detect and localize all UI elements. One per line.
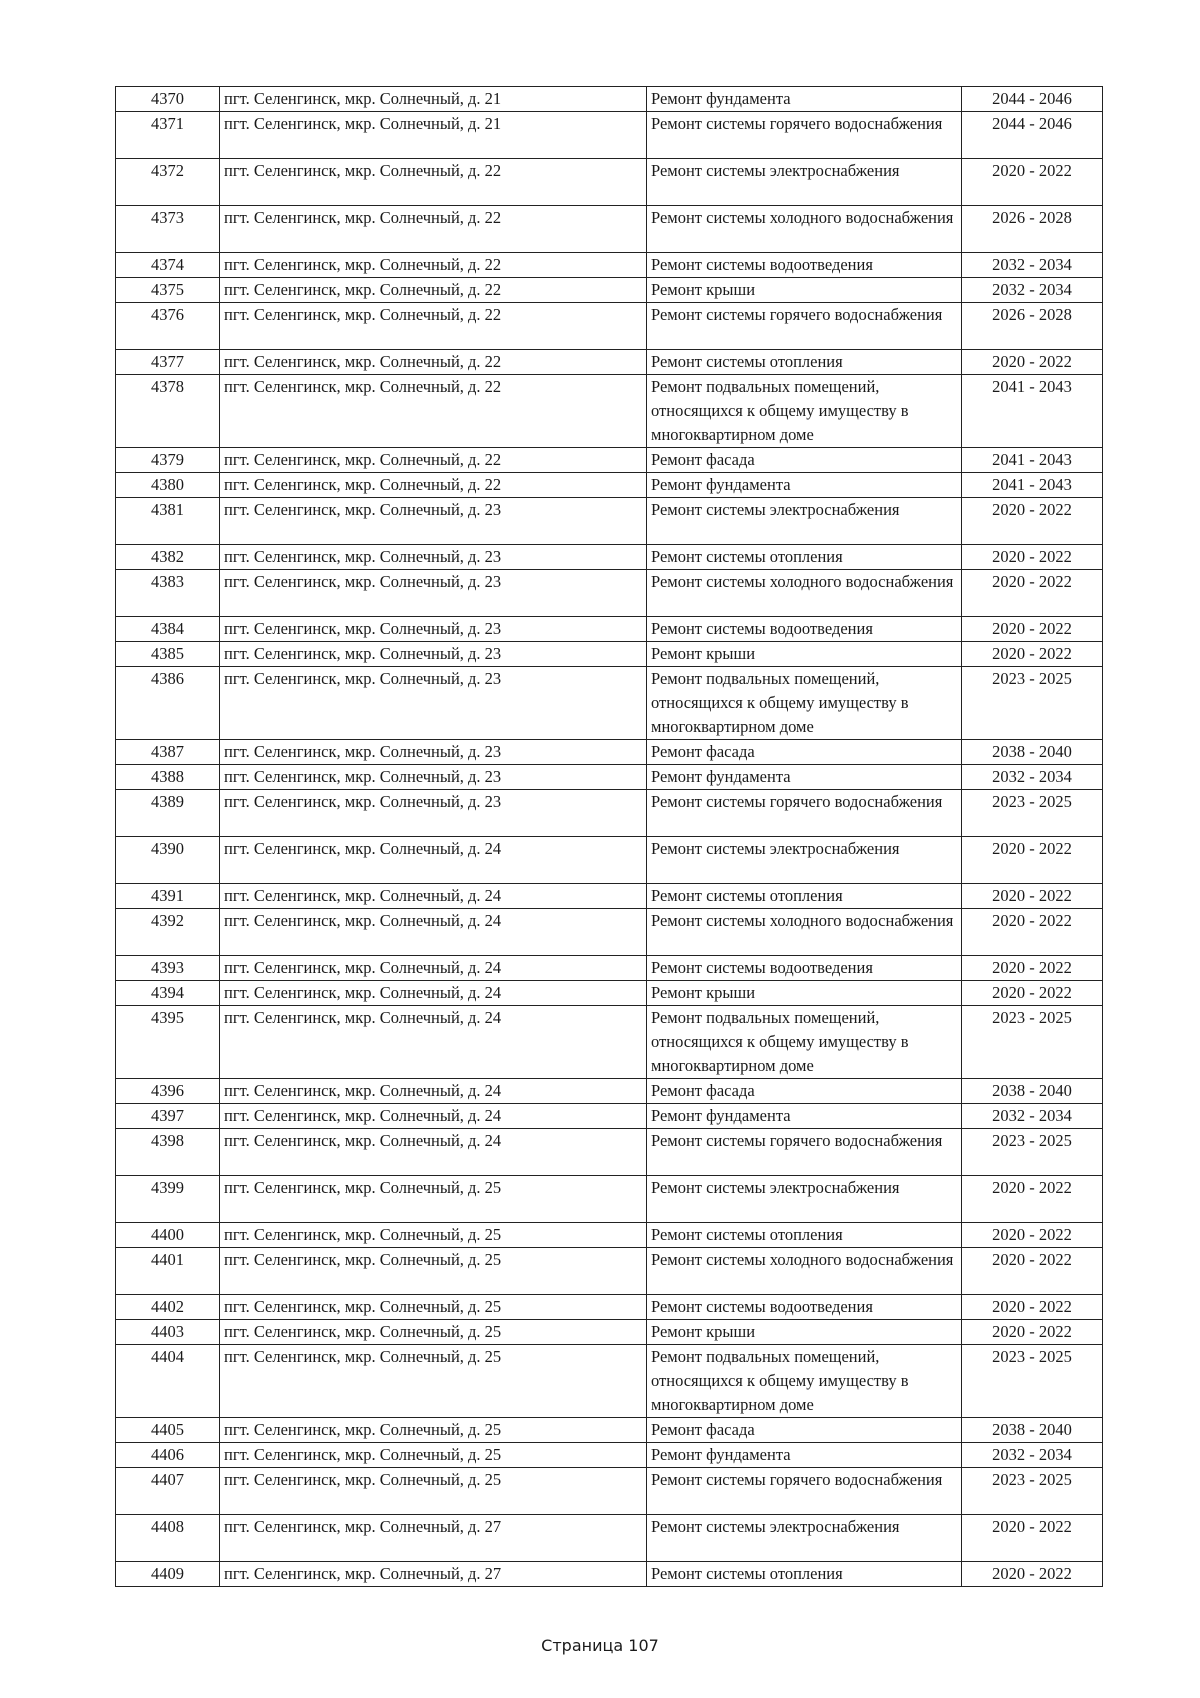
row-number-cell: 4395 bbox=[116, 1006, 220, 1079]
work-type-cell: Ремонт системы горячего водоснабжения bbox=[647, 790, 962, 837]
address-cell: пгт. Селенгинск, мкр. Солнечный, д. 23 bbox=[220, 570, 647, 617]
row-number-cell: 4397 bbox=[116, 1104, 220, 1129]
work-type-cell: Ремонт системы электроснабжения bbox=[647, 1515, 962, 1562]
period-cell: 2023 - 2025 bbox=[962, 667, 1103, 740]
address-cell: пгт. Селенгинск, мкр. Солнечный, д. 22 bbox=[220, 206, 647, 253]
period-cell: 2020 - 2022 bbox=[962, 1176, 1103, 1223]
row-number-cell: 4389 bbox=[116, 790, 220, 837]
period-cell: 2020 - 2022 bbox=[962, 159, 1103, 206]
table-row bbox=[116, 1345, 1103, 1418]
work-type-cell: Ремонт системы горячего водоснабжения bbox=[647, 303, 962, 350]
work-type-cell: Ремонт крыши bbox=[647, 981, 962, 1006]
period-cell: 2020 - 2022 bbox=[962, 1320, 1103, 1345]
row-number-cell: 4402 bbox=[116, 1295, 220, 1320]
table-row bbox=[116, 1248, 1103, 1295]
address-cell: пгт. Селенгинск, мкр. Солнечный, д. 24 bbox=[220, 981, 647, 1006]
work-type-cell: Ремонт системы отопления bbox=[647, 884, 962, 909]
table-row bbox=[116, 87, 1103, 112]
table-row bbox=[116, 253, 1103, 278]
table-row bbox=[116, 884, 1103, 909]
period-cell: 2020 - 2022 bbox=[962, 642, 1103, 667]
period-cell: 2020 - 2022 bbox=[962, 837, 1103, 884]
work-type-cell: Ремонт системы водоотведения bbox=[647, 956, 962, 981]
address-cell: пгт. Селенгинск, мкр. Солнечный, д. 24 bbox=[220, 909, 647, 956]
work-type-cell: Ремонт фасада bbox=[647, 448, 962, 473]
address-cell: пгт. Селенгинск, мкр. Солнечный, д. 25 bbox=[220, 1468, 647, 1515]
row-number-cell: 4383 bbox=[116, 570, 220, 617]
address-cell: пгт. Селенгинск, мкр. Солнечный, д. 23 bbox=[220, 790, 647, 837]
work-type-cell: Ремонт системы горячего водоснабжения bbox=[647, 1468, 962, 1515]
work-type-cell: Ремонт системы водоотведения bbox=[647, 253, 962, 278]
row-number-cell: 4405 bbox=[116, 1418, 220, 1443]
row-number-cell: 4403 bbox=[116, 1320, 220, 1345]
row-number-cell: 4371 bbox=[116, 112, 220, 159]
address-cell: пгт. Селенгинск, мкр. Солнечный, д. 25 bbox=[220, 1176, 647, 1223]
address-cell: пгт. Селенгинск, мкр. Солнечный, д. 23 bbox=[220, 545, 647, 570]
period-cell: 2020 - 2022 bbox=[962, 1248, 1103, 1295]
address-cell: пгт. Селенгинск, мкр. Солнечный, д. 22 bbox=[220, 159, 647, 206]
row-number-cell: 4374 bbox=[116, 253, 220, 278]
period-cell: 2044 - 2046 bbox=[962, 112, 1103, 159]
row-number-cell: 4399 bbox=[116, 1176, 220, 1223]
work-type-cell: Ремонт подвальных помещений, относящихся к общему имуществу в многоквартирном доме bbox=[647, 1006, 962, 1079]
work-type-cell: Ремонт крыши bbox=[647, 278, 962, 303]
table-row bbox=[116, 740, 1103, 765]
table-row bbox=[116, 1176, 1103, 1223]
row-number-cell: 4381 bbox=[116, 498, 220, 545]
work-type-cell: Ремонт фундамента bbox=[647, 765, 962, 790]
address-cell: пгт. Селенгинск, мкр. Солнечный, д. 22 bbox=[220, 375, 647, 448]
row-number-cell: 4380 bbox=[116, 473, 220, 498]
period-cell: 2026 - 2028 bbox=[962, 303, 1103, 350]
table-row bbox=[116, 1079, 1103, 1104]
table-row bbox=[116, 350, 1103, 375]
table-row bbox=[116, 1006, 1103, 1079]
period-cell: 2020 - 2022 bbox=[962, 981, 1103, 1006]
address-cell: пгт. Селенгинск, мкр. Солнечный, д. 24 bbox=[220, 1129, 647, 1176]
address-cell: пгт. Селенгинск, мкр. Солнечный, д. 22 bbox=[220, 253, 647, 278]
period-cell: 2041 - 2043 bbox=[962, 473, 1103, 498]
work-type-cell: Ремонт системы холодного водоснабжения bbox=[647, 570, 962, 617]
period-cell: 2032 - 2034 bbox=[962, 1104, 1103, 1129]
table-row bbox=[116, 765, 1103, 790]
work-type-cell: Ремонт системы отопления bbox=[647, 1223, 962, 1248]
table-row bbox=[116, 617, 1103, 642]
work-type-cell: Ремонт системы горячего водоснабжения bbox=[647, 112, 962, 159]
period-cell: 2020 - 2022 bbox=[962, 350, 1103, 375]
work-type-cell: Ремонт системы горячего водоснабжения bbox=[647, 1129, 962, 1176]
work-type-cell: Ремонт системы водоотведения bbox=[647, 617, 962, 642]
table-row bbox=[116, 1468, 1103, 1515]
row-number-cell: 4379 bbox=[116, 448, 220, 473]
table-row bbox=[116, 545, 1103, 570]
table-row bbox=[116, 1418, 1103, 1443]
row-number-cell: 4388 bbox=[116, 765, 220, 790]
address-cell: пгт. Селенгинск, мкр. Солнечный, д. 22 bbox=[220, 448, 647, 473]
address-cell: пгт. Селенгинск, мкр. Солнечный, д. 23 bbox=[220, 617, 647, 642]
address-cell: пгт. Селенгинск, мкр. Солнечный, д. 24 bbox=[220, 956, 647, 981]
period-cell: 2020 - 2022 bbox=[962, 498, 1103, 545]
address-cell: пгт. Селенгинск, мкр. Солнечный, д. 23 bbox=[220, 667, 647, 740]
table-row bbox=[116, 375, 1103, 448]
period-cell: 2020 - 2022 bbox=[962, 1295, 1103, 1320]
row-number-cell: 4408 bbox=[116, 1515, 220, 1562]
address-cell: пгт. Селенгинск, мкр. Солнечный, д. 24 bbox=[220, 1079, 647, 1104]
row-number-cell: 4401 bbox=[116, 1248, 220, 1295]
row-number-cell: 4382 bbox=[116, 545, 220, 570]
address-cell: пгт. Селенгинск, мкр. Солнечный, д. 25 bbox=[220, 1418, 647, 1443]
table-row bbox=[116, 206, 1103, 253]
page-number: Страница 107 bbox=[541, 1636, 659, 1655]
row-number-cell: 4392 bbox=[116, 909, 220, 956]
row-number-cell: 4375 bbox=[116, 278, 220, 303]
address-cell: пгт. Селенгинск, мкр. Солнечный, д. 25 bbox=[220, 1248, 647, 1295]
row-number-cell: 4398 bbox=[116, 1129, 220, 1176]
row-number-cell: 4407 bbox=[116, 1468, 220, 1515]
row-number-cell: 4393 bbox=[116, 956, 220, 981]
table-row bbox=[116, 498, 1103, 545]
address-cell: пгт. Селенгинск, мкр. Солнечный, д. 22 bbox=[220, 303, 647, 350]
period-cell: 2041 - 2043 bbox=[962, 448, 1103, 473]
period-cell: 2032 - 2034 bbox=[962, 765, 1103, 790]
address-cell: пгт. Селенгинск, мкр. Солнечный, д. 22 bbox=[220, 278, 647, 303]
work-type-cell: Ремонт подвальных помещений, относящихся к общему имуществу в многоквартирном доме bbox=[647, 375, 962, 448]
row-number-cell: 4378 bbox=[116, 375, 220, 448]
table-row bbox=[116, 159, 1103, 206]
row-number-cell: 4404 bbox=[116, 1345, 220, 1418]
table-row bbox=[116, 790, 1103, 837]
table-row bbox=[116, 112, 1103, 159]
address-cell: пгт. Селенгинск, мкр. Солнечный, д. 25 bbox=[220, 1223, 647, 1248]
period-cell: 2020 - 2022 bbox=[962, 909, 1103, 956]
address-cell: пгт. Селенгинск, мкр. Солнечный, д. 25 bbox=[220, 1320, 647, 1345]
period-cell: 2032 - 2034 bbox=[962, 278, 1103, 303]
period-cell: 2032 - 2034 bbox=[962, 253, 1103, 278]
period-cell: 2020 - 2022 bbox=[962, 1562, 1103, 1587]
work-type-cell: Ремонт фасада bbox=[647, 740, 962, 765]
work-type-cell: Ремонт фундамента bbox=[647, 473, 962, 498]
address-cell: пгт. Селенгинск, мкр. Солнечный, д. 24 bbox=[220, 1104, 647, 1129]
row-number-cell: 4373 bbox=[116, 206, 220, 253]
row-number-cell: 4406 bbox=[116, 1443, 220, 1468]
table-row bbox=[116, 570, 1103, 617]
row-number-cell: 4396 bbox=[116, 1079, 220, 1104]
period-cell: 2020 - 2022 bbox=[962, 617, 1103, 642]
table-row bbox=[116, 1320, 1103, 1345]
table-row bbox=[116, 909, 1103, 956]
table-row bbox=[116, 667, 1103, 740]
table-row bbox=[116, 1295, 1103, 1320]
work-type-cell: Ремонт подвальных помещений, относящихся к общему имуществу в многоквартирном доме bbox=[647, 1345, 962, 1418]
period-cell: 2038 - 2040 bbox=[962, 740, 1103, 765]
table-row bbox=[116, 837, 1103, 884]
work-type-cell: Ремонт системы холодного водоснабжения bbox=[647, 206, 962, 253]
table-row bbox=[116, 1515, 1103, 1562]
period-cell: 2020 - 2022 bbox=[962, 1223, 1103, 1248]
table-row bbox=[116, 1443, 1103, 1468]
row-number-cell: 4387 bbox=[116, 740, 220, 765]
period-cell: 2023 - 2025 bbox=[962, 1129, 1103, 1176]
work-type-cell: Ремонт системы отопления bbox=[647, 545, 962, 570]
address-cell: пгт. Селенгинск, мкр. Солнечный, д. 25 bbox=[220, 1443, 647, 1468]
period-cell: 2044 - 2046 bbox=[962, 87, 1103, 112]
address-cell: пгт. Селенгинск, мкр. Солнечный, д. 27 bbox=[220, 1515, 647, 1562]
period-cell: 2020 - 2022 bbox=[962, 570, 1103, 617]
period-cell: 2038 - 2040 bbox=[962, 1079, 1103, 1104]
work-type-cell: Ремонт системы холодного водоснабжения bbox=[647, 1248, 962, 1295]
address-cell: пгт. Селенгинск, мкр. Солнечный, д. 21 bbox=[220, 112, 647, 159]
work-type-cell: Ремонт системы отопления bbox=[647, 350, 962, 375]
table-row bbox=[116, 1129, 1103, 1176]
period-cell: 2023 - 2025 bbox=[962, 1006, 1103, 1079]
period-cell: 2026 - 2028 bbox=[962, 206, 1103, 253]
row-number-cell: 4391 bbox=[116, 884, 220, 909]
table-body bbox=[116, 87, 1103, 1587]
row-number-cell: 4376 bbox=[116, 303, 220, 350]
row-number-cell: 4409 bbox=[116, 1562, 220, 1587]
address-cell: пгт. Селенгинск, мкр. Солнечный, д. 27 bbox=[220, 1562, 647, 1587]
table-row bbox=[116, 278, 1103, 303]
work-type-cell: Ремонт системы электроснабжения bbox=[647, 1176, 962, 1223]
repair-schedule-table bbox=[115, 86, 1103, 1587]
period-cell: 2038 - 2040 bbox=[962, 1418, 1103, 1443]
period-cell: 2023 - 2025 bbox=[962, 1345, 1103, 1418]
address-cell: пгт. Селенгинск, мкр. Солнечный, д. 23 bbox=[220, 740, 647, 765]
address-cell: пгт. Селенгинск, мкр. Солнечный, д. 24 bbox=[220, 884, 647, 909]
row-number-cell: 4386 bbox=[116, 667, 220, 740]
period-cell: 2020 - 2022 bbox=[962, 956, 1103, 981]
period-cell: 2041 - 2043 bbox=[962, 375, 1103, 448]
address-cell: пгт. Селенгинск, мкр. Солнечный, д. 23 bbox=[220, 765, 647, 790]
period-cell: 2032 - 2034 bbox=[962, 1443, 1103, 1468]
table-row bbox=[116, 1104, 1103, 1129]
address-cell: пгт. Селенгинск, мкр. Солнечный, д. 23 bbox=[220, 642, 647, 667]
work-type-cell: Ремонт крыши bbox=[647, 642, 962, 667]
address-cell: пгт. Селенгинск, мкр. Солнечный, д. 25 bbox=[220, 1295, 647, 1320]
period-cell: 2023 - 2025 bbox=[962, 1468, 1103, 1515]
period-cell: 2020 - 2022 bbox=[962, 884, 1103, 909]
table-row bbox=[116, 981, 1103, 1006]
address-cell: пгт. Селенгинск, мкр. Солнечный, д. 24 bbox=[220, 837, 647, 884]
work-type-cell: Ремонт системы водоотведения bbox=[647, 1295, 962, 1320]
table-row bbox=[116, 473, 1103, 498]
period-cell: 2023 - 2025 bbox=[962, 790, 1103, 837]
row-number-cell: 4400 bbox=[116, 1223, 220, 1248]
address-cell: пгт. Селенгинск, мкр. Солнечный, д. 25 bbox=[220, 1345, 647, 1418]
address-cell: пгт. Селенгинск, мкр. Солнечный, д. 23 bbox=[220, 498, 647, 545]
work-type-cell: Ремонт системы отопления bbox=[647, 1562, 962, 1587]
table-row bbox=[116, 303, 1103, 350]
address-cell: пгт. Селенгинск, мкр. Солнечный, д. 22 bbox=[220, 350, 647, 375]
work-type-cell: Ремонт подвальных помещений, относящихся к общему имуществу в многоквартирном доме bbox=[647, 667, 962, 740]
row-number-cell: 4372 bbox=[116, 159, 220, 206]
work-type-cell: Ремонт фундамента bbox=[647, 1443, 962, 1468]
period-cell: 2020 - 2022 bbox=[962, 545, 1103, 570]
work-type-cell: Ремонт фундамента bbox=[647, 1104, 962, 1129]
address-cell: пгт. Селенгинск, мкр. Солнечный, д. 22 bbox=[220, 473, 647, 498]
table-row bbox=[116, 956, 1103, 981]
table-row bbox=[116, 642, 1103, 667]
work-type-cell: Ремонт системы электроснабжения bbox=[647, 498, 962, 545]
row-number-cell: 4384 bbox=[116, 617, 220, 642]
address-cell: пгт. Селенгинск, мкр. Солнечный, д. 21 bbox=[220, 87, 647, 112]
work-type-cell: Ремонт крыши bbox=[647, 1320, 962, 1345]
table-row bbox=[116, 1562, 1103, 1587]
row-number-cell: 4377 bbox=[116, 350, 220, 375]
period-cell: 2020 - 2022 bbox=[962, 1515, 1103, 1562]
table-row bbox=[116, 448, 1103, 473]
address-cell: пгт. Селенгинск, мкр. Солнечный, д. 24 bbox=[220, 1006, 647, 1079]
row-number-cell: 4370 bbox=[116, 87, 220, 112]
row-number-cell: 4394 bbox=[116, 981, 220, 1006]
work-type-cell: Ремонт фундамента bbox=[647, 87, 962, 112]
work-type-cell: Ремонт фасада bbox=[647, 1418, 962, 1443]
work-type-cell: Ремонт фасада bbox=[647, 1079, 962, 1104]
work-type-cell: Ремонт системы электроснабжения bbox=[647, 159, 962, 206]
work-type-cell: Ремонт системы электроснабжения bbox=[647, 837, 962, 884]
repair-schedule-table-container bbox=[115, 86, 1102, 1587]
row-number-cell: 4385 bbox=[116, 642, 220, 667]
row-number-cell: 4390 bbox=[116, 837, 220, 884]
work-type-cell: Ремонт системы холодного водоснабжения bbox=[647, 909, 962, 956]
table-row bbox=[116, 1223, 1103, 1248]
